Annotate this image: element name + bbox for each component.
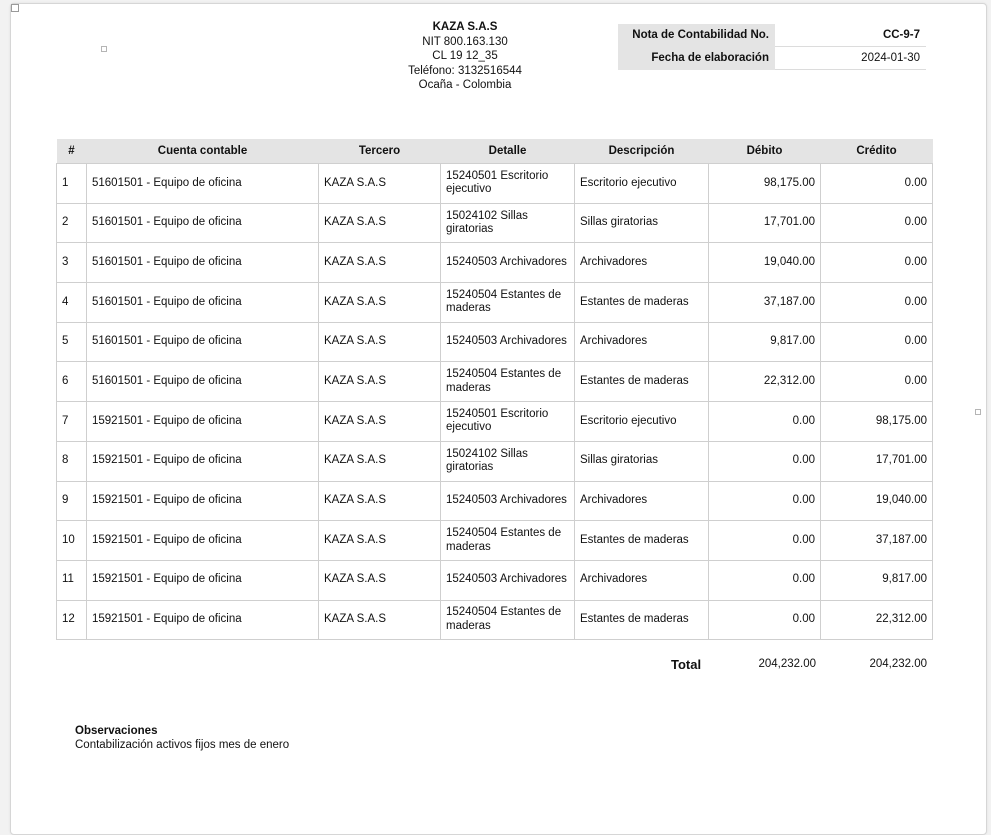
row-third-party: KAZA S.A.S — [319, 362, 441, 402]
row-debit: 0.00 — [709, 560, 821, 600]
row-detail: 15024102 Sillas giratorias — [441, 203, 575, 243]
note-info-box — [618, 24, 926, 70]
row-credit: 0.00 — [821, 322, 933, 362]
company-header — [381, 20, 549, 93]
table-row — [57, 362, 933, 402]
row-credit: 37,187.00 — [821, 521, 933, 561]
row-number: 12 — [57, 600, 87, 640]
row-third-party: KAZA S.A.S — [319, 164, 441, 204]
row-debit: 0.00 — [709, 521, 821, 561]
row-credit: 0.00 — [821, 362, 933, 402]
page-corner-marker — [11, 4, 19, 12]
table-row — [57, 164, 933, 204]
row-third-party: KAZA S.A.S — [319, 521, 441, 561]
row-detail: 15240503 Archivadores — [441, 322, 575, 362]
row-third-party: KAZA S.A.S — [319, 203, 441, 243]
row-number: 2 — [57, 203, 87, 243]
row-description: Archivadores — [575, 243, 709, 283]
row-number: 6 — [57, 362, 87, 402]
col-header-detail: Detalle — [441, 139, 575, 164]
total-label: Total — [671, 657, 702, 672]
row-description: Sillas giratorias — [575, 441, 709, 481]
row-number: 10 — [57, 521, 87, 561]
row-detail: 15240504 Estantes de maderas — [441, 283, 575, 323]
row-detail: 15240503 Archivadores — [441, 560, 575, 600]
note-number-value: CC-9-7 — [775, 24, 926, 47]
row-debit: 22,312.00 — [709, 362, 821, 402]
observations-text: Contabilización activos fijos mes de enero — [75, 739, 290, 751]
page-edge-marker — [975, 409, 981, 415]
row-description: Estantes de maderas — [575, 600, 709, 640]
row-account: 15921501 - Equipo de oficina — [87, 521, 319, 561]
row-detail: 15240504 Estantes de maderas — [441, 600, 575, 640]
row-third-party: KAZA S.A.S — [319, 402, 441, 442]
logo-placeholder — [101, 46, 107, 52]
row-number: 7 — [57, 402, 87, 442]
row-account: 51601501 - Equipo de oficina — [87, 362, 319, 402]
row-credit: 9,817.00 — [821, 560, 933, 600]
table-row — [57, 203, 933, 243]
accounting-entries-table — [56, 139, 933, 640]
row-credit: 19,040.00 — [821, 481, 933, 521]
table-row — [57, 600, 933, 640]
company-address: CL 19 12_35 — [432, 50, 498, 63]
row-third-party: KAZA S.A.S — [319, 322, 441, 362]
note-number-row — [618, 24, 926, 47]
row-account: 51601501 - Equipo de oficina — [87, 243, 319, 283]
table-row — [57, 322, 933, 362]
row-description: Sillas giratorias — [575, 203, 709, 243]
row-account: 51601501 - Equipo de oficina — [87, 164, 319, 204]
row-detail: 15240501 Escritorio ejecutivo — [441, 164, 575, 204]
row-account: 15921501 - Equipo de oficina — [87, 481, 319, 521]
row-account: 51601501 - Equipo de oficina — [87, 203, 319, 243]
company-name: KAZA S.A.S — [432, 21, 498, 33]
note-date-label: Fecha de elaboración — [618, 47, 775, 70]
row-credit: 0.00 — [821, 243, 933, 283]
col-header-debit: Débito — [709, 139, 821, 164]
row-account: 15921501 - Equipo de oficina — [87, 402, 319, 442]
row-account: 15921501 - Equipo de oficina — [87, 600, 319, 640]
row-third-party: KAZA S.A.S — [319, 441, 441, 481]
row-debit: 0.00 — [709, 600, 821, 640]
table-row — [57, 560, 933, 600]
note-number-label: Nota de Contabilidad No. — [618, 24, 775, 47]
note-date-value: 2024-01-30 — [775, 47, 926, 70]
row-number: 11 — [57, 560, 87, 600]
row-debit: 0.00 — [709, 481, 821, 521]
row-credit: 22,312.00 — [821, 600, 933, 640]
row-third-party: KAZA S.A.S — [319, 600, 441, 640]
row-description: Archivadores — [575, 560, 709, 600]
company-phone: Teléfono: 3132516544 — [408, 64, 522, 77]
row-detail: 15240504 Estantes de maderas — [441, 362, 575, 402]
col-header-number: # — [57, 139, 87, 164]
total-debit: 204,232.00 — [758, 658, 816, 670]
row-third-party: KAZA S.A.S — [319, 560, 441, 600]
row-number: 8 — [57, 441, 87, 481]
row-number: 4 — [57, 283, 87, 323]
row-description: Estantes de maderas — [575, 521, 709, 561]
row-debit: 98,175.00 — [709, 164, 821, 204]
row-number: 1 — [57, 164, 87, 204]
table-row — [57, 402, 933, 442]
row-third-party: KAZA S.A.S — [319, 283, 441, 323]
note-date-row — [618, 47, 926, 70]
col-header-description: Descripción — [575, 139, 709, 164]
table-row — [57, 481, 933, 521]
table-row — [57, 441, 933, 481]
row-credit: 0.00 — [821, 283, 933, 323]
row-debit: 19,040.00 — [709, 243, 821, 283]
row-credit: 0.00 — [821, 164, 933, 204]
row-credit: 0.00 — [821, 203, 933, 243]
row-third-party: KAZA S.A.S — [319, 243, 441, 283]
table-row — [57, 283, 933, 323]
row-debit: 9,817.00 — [709, 322, 821, 362]
row-number: 9 — [57, 481, 87, 521]
row-account: 51601501 - Equipo de oficina — [87, 283, 319, 323]
row-debit: 0.00 — [709, 441, 821, 481]
row-number: 3 — [57, 243, 87, 283]
row-description: Escritorio ejecutivo — [575, 164, 709, 204]
observations-section — [75, 724, 289, 752]
col-header-account: Cuenta contable — [87, 139, 319, 164]
row-debit: 0.00 — [709, 402, 821, 442]
table-row — [57, 243, 933, 283]
row-credit: 17,701.00 — [821, 441, 933, 481]
row-description: Archivadores — [575, 481, 709, 521]
observations-title: Observaciones — [75, 725, 158, 737]
row-detail: 15240504 Estantes de maderas — [441, 521, 575, 561]
col-header-third-party: Tercero — [319, 139, 441, 164]
company-nit: NIT 800.163.130 — [422, 35, 508, 48]
row-detail: 15240503 Archivadores — [441, 481, 575, 521]
total-credit: 204,232.00 — [869, 658, 927, 670]
row-description: Estantes de maderas — [575, 362, 709, 402]
table-row — [57, 521, 933, 561]
row-debit: 17,701.00 — [709, 203, 821, 243]
document-page — [10, 3, 987, 835]
row-credit: 98,175.00 — [821, 402, 933, 442]
col-header-credit: Crédito — [821, 139, 933, 164]
row-detail: 15240501 Escritorio ejecutivo — [441, 402, 575, 442]
company-city: Ocaña - Colombia — [418, 79, 512, 92]
row-account: 15921501 - Equipo de oficina — [87, 560, 319, 600]
row-account: 15921501 - Equipo de oficina — [87, 441, 319, 481]
row-description: Estantes de maderas — [575, 283, 709, 323]
row-description: Escritorio ejecutivo — [575, 402, 709, 442]
row-debit: 37,187.00 — [709, 283, 821, 323]
row-account: 51601501 - Equipo de oficina — [87, 322, 319, 362]
row-detail: 15024102 Sillas giratorias — [441, 441, 575, 481]
row-detail: 15240503 Archivadores — [441, 243, 575, 283]
row-description: Archivadores — [575, 322, 709, 362]
row-number: 5 — [57, 322, 87, 362]
row-third-party: KAZA S.A.S — [319, 481, 441, 521]
table-header-row — [57, 139, 933, 164]
